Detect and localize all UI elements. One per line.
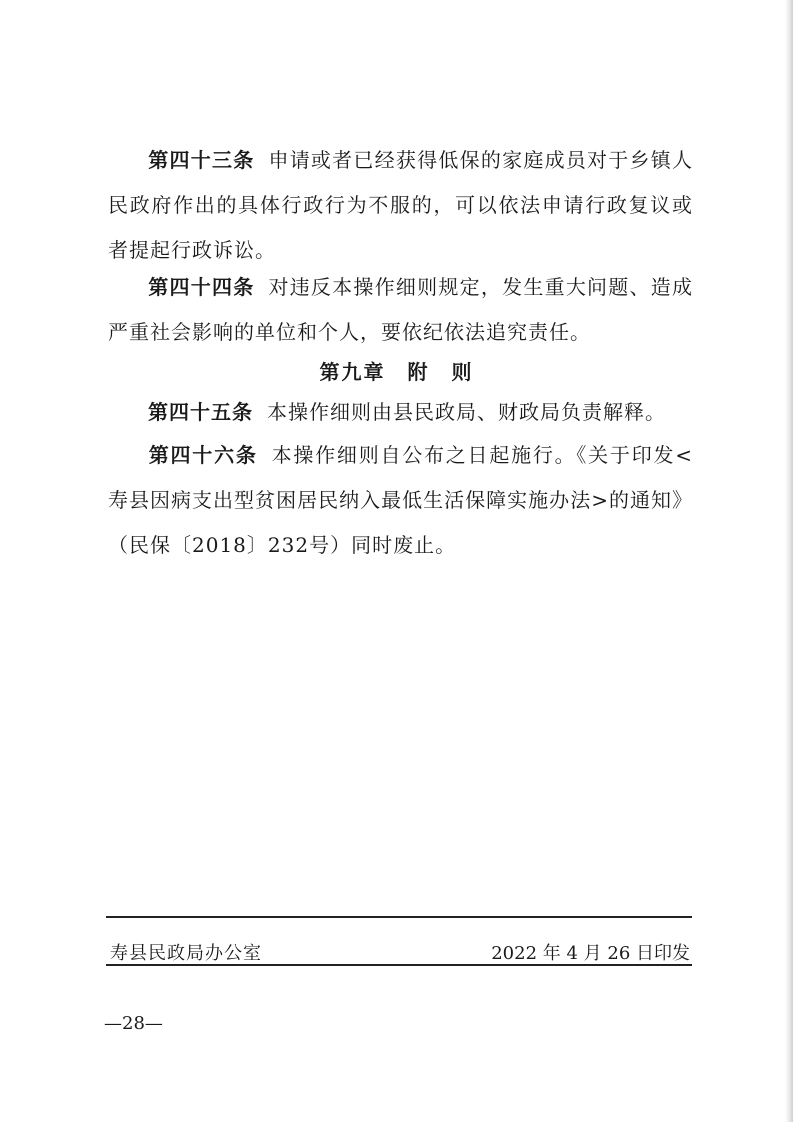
article-45 bbox=[108, 390, 693, 435]
article-heading: 第四十三条 bbox=[148, 148, 255, 172]
footer-top-rule bbox=[106, 916, 692, 918]
chapter-title: 第九章 附 则 bbox=[319, 360, 474, 384]
issuer-name: 寿县民政局办公室 bbox=[110, 943, 262, 964]
article-43 bbox=[108, 138, 693, 273]
article-heading: 第四十五条 bbox=[148, 400, 253, 424]
article-44 bbox=[108, 265, 693, 355]
footer-bottom-rule bbox=[106, 964, 692, 966]
article-text: 本操作细则自公布之日起施行。《关于印发<寿县因病支出型贫困居民纳入最低生活保障实施办法>的通知》（民保〔2018〕232号）同时废止。 bbox=[108, 443, 694, 557]
article-heading: 第四十六条 bbox=[148, 443, 258, 467]
issue-date: 2022 年 4 月 26 日印发 bbox=[491, 943, 690, 964]
scan-edge bbox=[785, 0, 793, 1122]
article-text: 申请或者已经获得低保的家庭成员对于乡镇人民政府作出的具体行政行为不服的，可以依法申请行政复议或者提起行政诉讼。 bbox=[108, 148, 694, 262]
article-text: 本操作细则由县民政局、财政局负责解释。 bbox=[267, 400, 666, 424]
page-number: —28— bbox=[104, 1013, 163, 1034]
article-heading: 第四十四条 bbox=[148, 275, 255, 299]
article-text: 对违反本操作细则规定，发生重大问题、造成严重社会影响的单位和个人，要依纪依法追究责任。 bbox=[108, 275, 694, 344]
article-46 bbox=[108, 433, 693, 568]
